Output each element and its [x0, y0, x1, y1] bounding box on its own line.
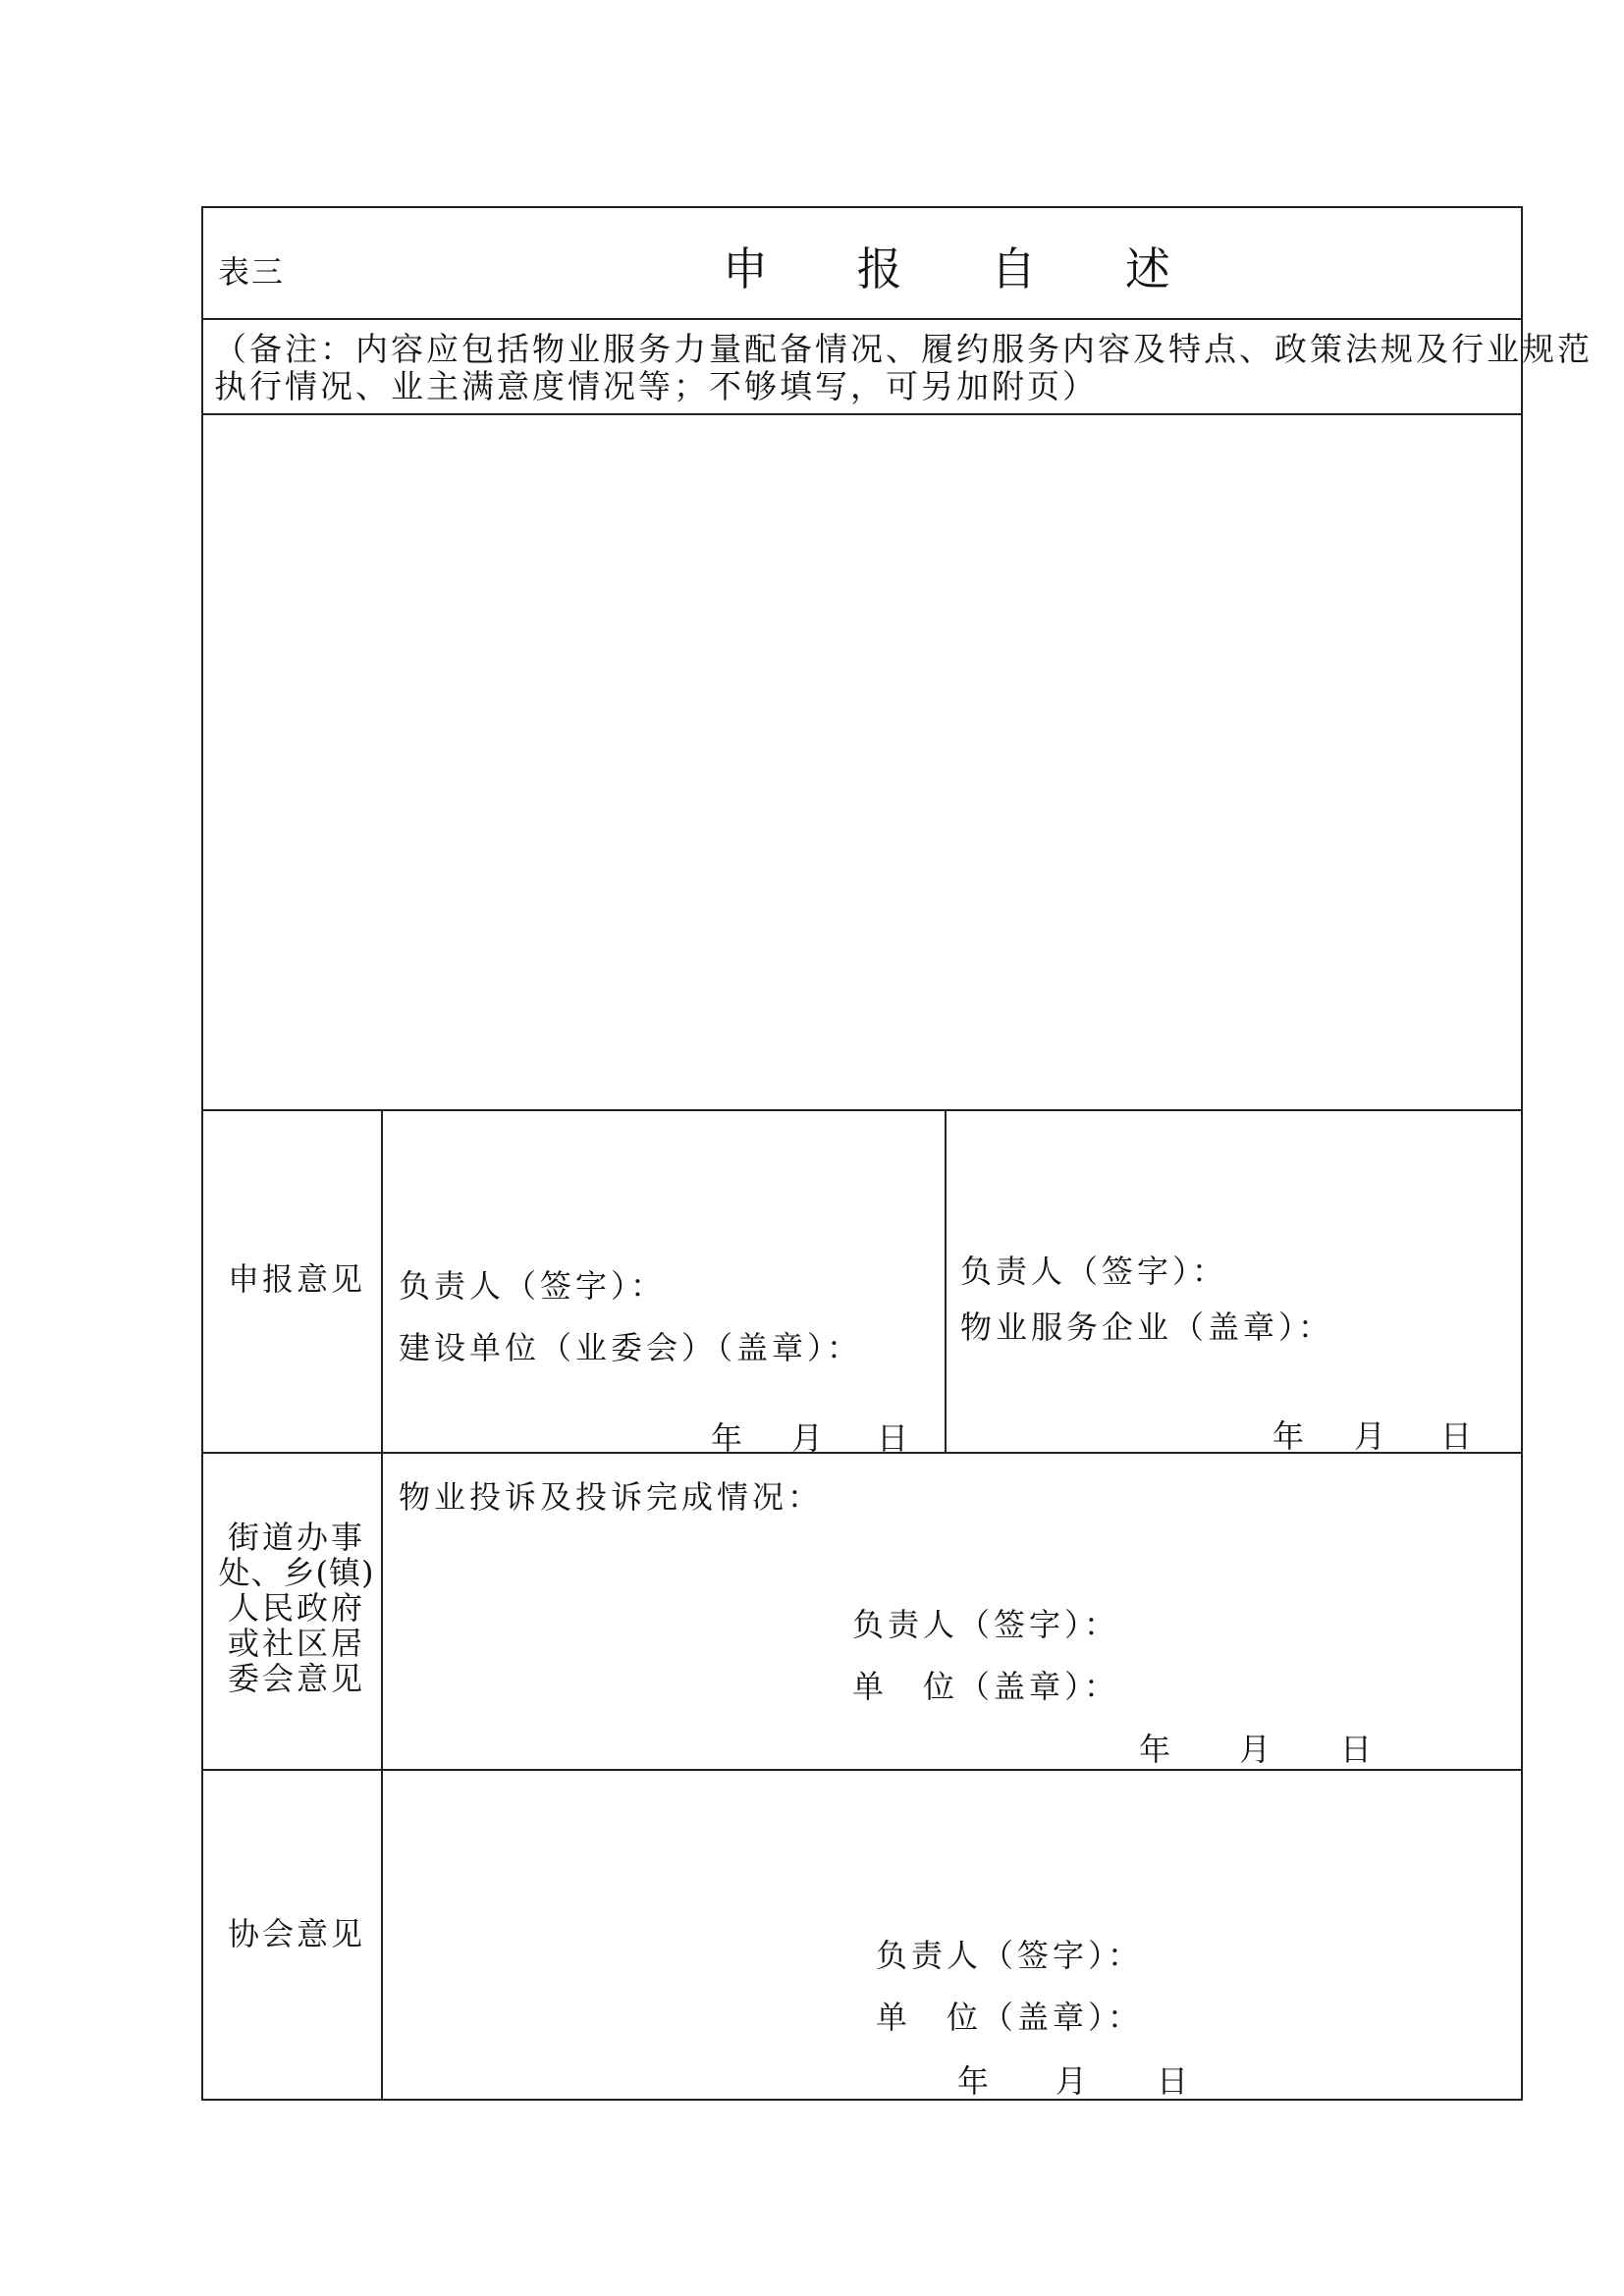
property-date-year: 年	[1272, 1417, 1309, 1455]
builder-date-month: 月	[791, 1419, 828, 1457]
street-date-year: 年	[1139, 1731, 1175, 1768]
builder-date-year: 年	[711, 1419, 747, 1457]
street-label-line-3: 人民政府	[227, 1589, 365, 1627]
builder-date-day: 日	[877, 1419, 913, 1457]
border-note-content	[201, 413, 1523, 415]
street-date-day: 日	[1340, 1731, 1377, 1768]
complaint-label: 物业投诉及投诉完成情况：	[399, 1478, 824, 1516]
border-street-association	[201, 1769, 1523, 1771]
note-line-1: （备注：内容应包括物业服务力量配备情况、履约服务内容及特点、政策法规及行业规范	[214, 330, 1593, 368]
association-date-day: 日	[1157, 2062, 1193, 2100]
association-row-label: 协会意见	[228, 1915, 366, 1952]
table-number: 表三	[218, 253, 286, 291]
association-date-month: 月	[1056, 2062, 1092, 2100]
declaration-row-label: 申报意见	[228, 1260, 366, 1298]
self-statement-content-area[interactable]	[204, 416, 1520, 1108]
street-label-line-4: 或社区居	[227, 1625, 365, 1662]
street-office-row-label	[214, 1520, 379, 1696]
association-date-year: 年	[957, 2062, 994, 2100]
property-seal-label: 物业服务企业（盖章）：	[960, 1308, 1334, 1346]
street-label-line-5: 委会意见	[227, 1660, 365, 1697]
border-label-column	[381, 1109, 383, 2101]
note-line-2: 执行情况、业主满意度情况等；不够填写，可另加附页）	[214, 367, 1098, 405]
builder-signer-label: 负责人（签字）：	[399, 1267, 667, 1305]
border-right	[1521, 206, 1523, 2101]
border-top	[201, 206, 1523, 208]
street-label-line-2: 处、乡(镇)	[218, 1554, 375, 1591]
property-signer-label: 负责人（签字）：	[960, 1253, 1228, 1290]
street-signer-label: 负责人（签字）：	[852, 1606, 1120, 1643]
border-title-note	[201, 318, 1523, 320]
association-seal-label: 单 位（盖章）：	[876, 1999, 1144, 2036]
street-label-line-1: 街道办事	[227, 1519, 365, 1556]
street-date-month: 月	[1239, 1731, 1275, 1768]
border-declaration-street	[201, 1452, 1523, 1454]
street-seal-label: 单 位（盖章）：	[852, 1668, 1120, 1705]
border-bottom	[201, 2099, 1523, 2101]
association-signer-label: 负责人（签字）：	[876, 1937, 1144, 1974]
property-date-day: 日	[1440, 1417, 1477, 1455]
builder-seal-label: 建设单位（业委会）（盖章）：	[399, 1329, 863, 1366]
border-left	[201, 206, 203, 2101]
property-date-month: 月	[1354, 1417, 1390, 1455]
border-declaration-split	[945, 1109, 947, 1454]
border-content-declaration	[201, 1109, 1523, 1111]
page-title: 申 报 自 述	[723, 242, 1208, 295]
